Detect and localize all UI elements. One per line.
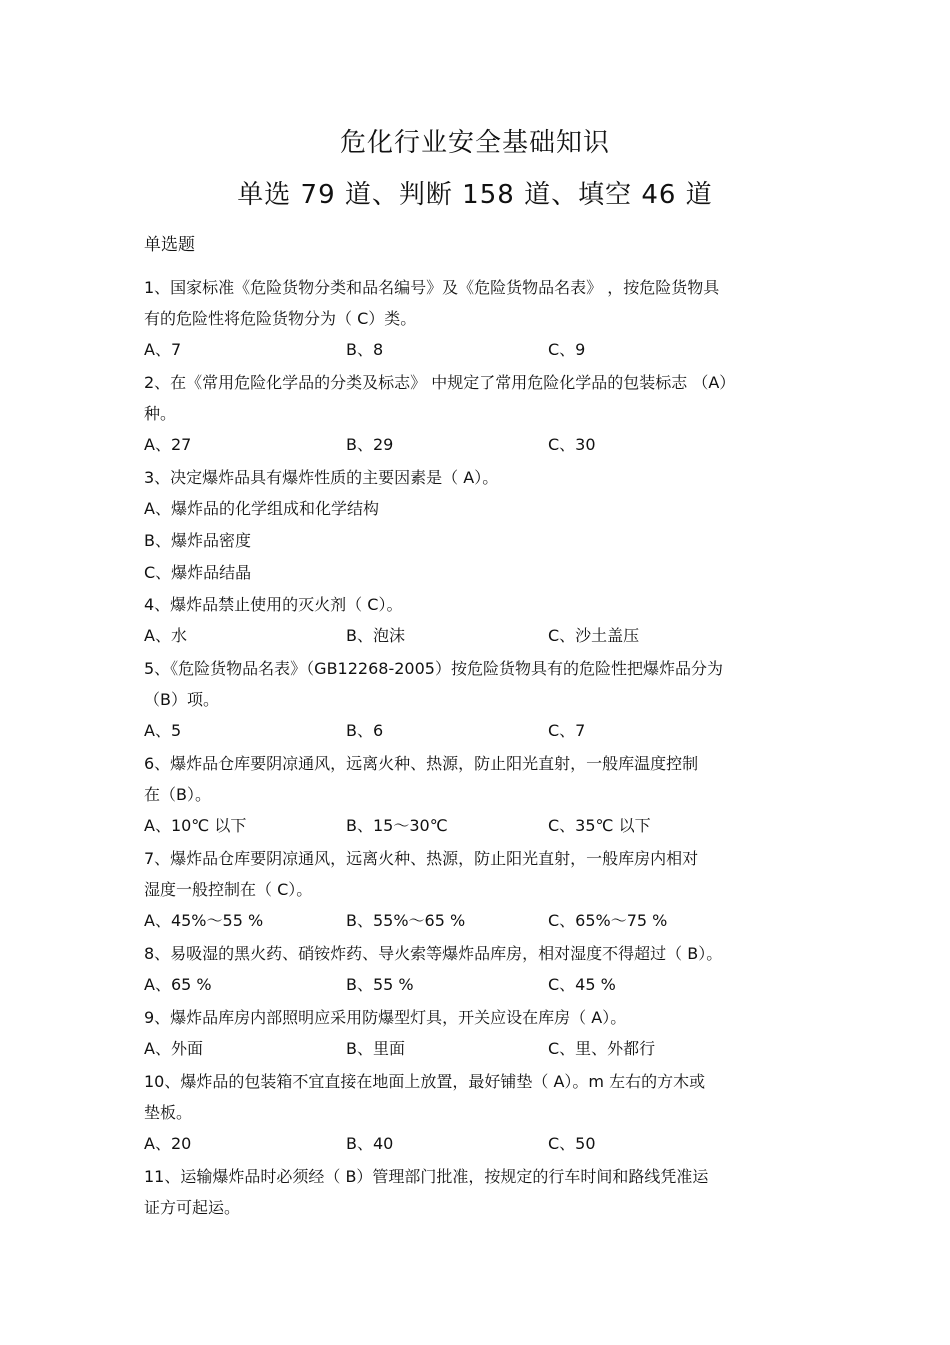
option: B、泡沫 <box>346 626 405 645</box>
option: A、45%～55 % <box>144 911 264 930</box>
question-item <box>144 462 824 589</box>
question-item <box>144 938 824 1000</box>
option: C、7 <box>548 721 586 740</box>
question-item <box>144 843 824 936</box>
option: B、15～30℃ <box>346 816 448 835</box>
question-line: 垫板。 <box>144 1103 193 1122</box>
question-line: 10、爆炸品的包装箱不宜直接在地面上放置，最好铺垫（ A）。m 左右的方木或 <box>144 1072 706 1091</box>
question-line: （B）项。 <box>144 690 219 709</box>
question-item <box>144 653 824 746</box>
document-subtitle: 单选 79 道、判断 158 道、填空 46 道 <box>237 180 713 210</box>
option: C、里、外都行 <box>548 1039 656 1058</box>
option: A、65 % <box>144 975 212 994</box>
option: C、30 <box>548 435 596 454</box>
option: C、35℃ 以下 <box>548 816 651 835</box>
option: B、里面 <box>346 1039 405 1058</box>
options-row <box>144 1128 824 1159</box>
question-text: 9、爆炸品库房内部照明应采用防爆型灯具，开关应设在库房（ A）。 <box>144 1008 627 1027</box>
question-text: 3、决定爆炸品具有爆炸性质的主要因素是（ A）。 <box>144 468 499 487</box>
question-list <box>144 272 824 1223</box>
question-line: 5、《危险货物品名表》（GB12268-2005）按危险货物具有的危险性把爆炸品分为 <box>144 659 723 678</box>
question-item <box>144 589 824 651</box>
option: C、50 <box>548 1134 596 1153</box>
option: B、8 <box>346 340 384 359</box>
question-line: 6、爆炸品仓库要阴凉通风，远离火种、热源，防止阳光直射，一般库温度控制 <box>144 754 699 773</box>
question-text: 4、爆炸品禁止使用的灭火剂（ C）。 <box>144 595 403 614</box>
option: B、29 <box>346 435 394 454</box>
question-item <box>144 1002 824 1064</box>
options-row <box>144 810 824 841</box>
question-line: 在（B）。 <box>144 785 211 804</box>
option: A、7 <box>144 340 182 359</box>
question-item <box>144 748 824 841</box>
options-row <box>144 620 824 651</box>
options-row <box>144 715 824 746</box>
options-row <box>144 969 824 1000</box>
option: A、外面 <box>144 1039 203 1058</box>
question-item <box>144 367 824 460</box>
option: A、5 <box>144 721 182 740</box>
option: C、爆炸品结晶 <box>144 563 252 582</box>
option: A、20 <box>144 1134 192 1153</box>
options-row <box>144 334 824 365</box>
question-line: 湿度一般控制在（ C）。 <box>144 880 313 899</box>
option: A、爆炸品的化学组成和化学结构 <box>144 499 379 518</box>
question-line: 种。 <box>144 404 177 423</box>
option: B、40 <box>346 1134 394 1153</box>
option: C、沙土盖压 <box>548 626 640 645</box>
option: C、65%～75 % <box>548 911 668 930</box>
options-row <box>144 905 824 936</box>
question-line: 1、国家标准《危险货物分类和品名编号》及《危险货物品名表》 ，按危险货物具 <box>144 278 720 297</box>
option: B、55 % <box>346 975 414 994</box>
question-line: 7、爆炸品仓库要阴凉通风，远离火种、热源，防止阳光直射，一般库房内相对 <box>144 849 699 868</box>
option: A、水 <box>144 626 187 645</box>
question-item <box>144 1161 824 1223</box>
options-row <box>144 1033 824 1064</box>
question-line: 有的危险性将危险货物分为（ C）类。 <box>144 309 417 328</box>
option: C、45 % <box>548 975 616 994</box>
option: C、9 <box>548 340 586 359</box>
question-line: 11、运输爆炸品时必须经（ B）管理部门批准，按规定的行车时间和路线凭准运 <box>144 1167 709 1186</box>
question-line: 2、在《常用危险化学品的分类及标志》 中规定了常用危险化学品的包装标志 （A） <box>144 373 736 392</box>
document-title: 危化行业安全基础知识 <box>339 128 610 158</box>
option: B、6 <box>346 721 384 740</box>
question-text: 8、易吸湿的黑火药、硝铵炸药、导火索等爆炸品库房，相对湿度不得超过（ B）。 <box>144 944 723 963</box>
question-item <box>144 272 824 365</box>
question-line: 证方可起运。 <box>144 1198 241 1217</box>
options-row <box>144 429 824 460</box>
option: B、爆炸品密度 <box>144 531 251 550</box>
question-item <box>144 1066 824 1159</box>
option: A、10℃ 以下 <box>144 816 247 835</box>
option: A、27 <box>144 435 192 454</box>
option: B、55%～65 % <box>346 911 466 930</box>
section-heading: 单选题 <box>144 235 195 255</box>
